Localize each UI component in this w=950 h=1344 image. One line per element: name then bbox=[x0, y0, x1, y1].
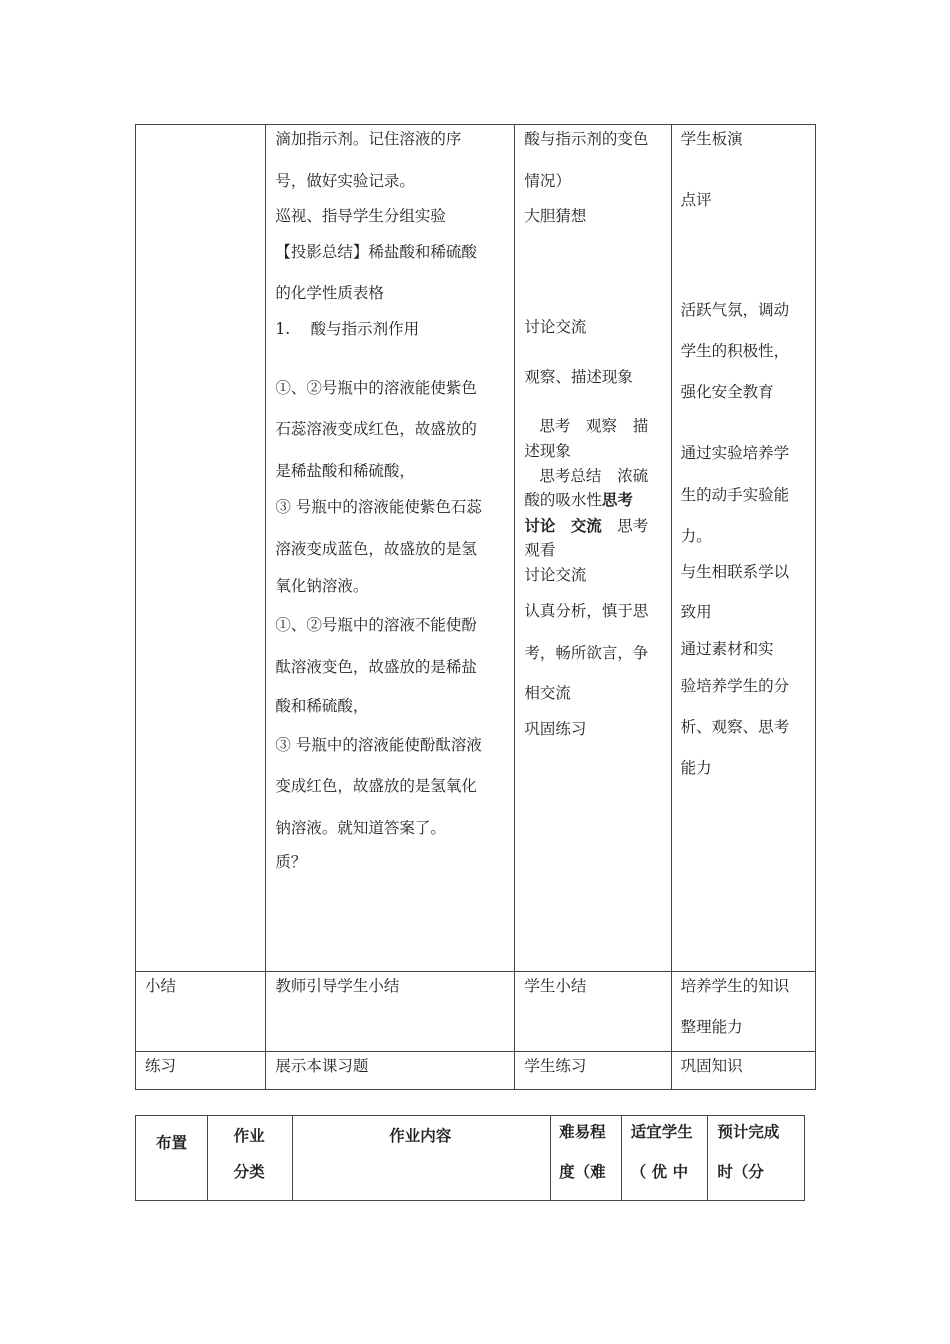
teacher-line: 酸和稀硫酸， bbox=[275, 697, 369, 715]
header-label: 作业 bbox=[233, 1126, 265, 1145]
student-line: 认真分析，慎于思 bbox=[524, 602, 649, 620]
stage-label: 练习 bbox=[145, 1057, 177, 1075]
homework-header-cell bbox=[207, 1116, 293, 1201]
teacher-line: 酞溶液变色，故盛放的是稀盐 bbox=[275, 658, 477, 676]
teacher-activity-cell bbox=[266, 125, 515, 972]
student-line: 述现象 bbox=[524, 442, 571, 460]
homework-header-cell bbox=[551, 1116, 622, 1201]
teacher-line: 的化学性质表格 bbox=[275, 284, 384, 302]
intent-line: 巩固知识 bbox=[680, 1057, 743, 1075]
student-line: 大胆猜想 bbox=[524, 207, 587, 225]
teacher-line: 溶液变成蓝色，故盛放的是氢 bbox=[275, 540, 477, 558]
student-activity-cell bbox=[515, 125, 671, 972]
student-line bbox=[539, 416, 648, 436]
table-row bbox=[136, 972, 816, 1052]
stage-label: 小结 bbox=[145, 977, 177, 995]
student-line: 情况） bbox=[524, 172, 571, 190]
teacher-line: 质？ bbox=[275, 853, 307, 871]
design-intent-cell bbox=[671, 1052, 815, 1090]
student-line: 观察、描述现象 bbox=[524, 368, 633, 386]
student-word: 思考 bbox=[617, 517, 649, 535]
student-line: 观看 bbox=[524, 541, 556, 559]
homework-header-cell bbox=[708, 1116, 805, 1201]
intent-line: 能力 bbox=[680, 759, 712, 777]
teacher-line: 钠溶液。就知道答案了。 bbox=[275, 819, 446, 837]
table-row bbox=[136, 1116, 805, 1201]
teacher-line: 石蕊溶液变成红色，故盛放的 bbox=[275, 420, 477, 438]
intent-line: 力。 bbox=[680, 527, 712, 545]
teacher-line: 巡视、指导学生分组实验 bbox=[275, 207, 446, 225]
intent-line: 验培养学生的分 bbox=[680, 677, 790, 695]
student-word-bold: 思考 bbox=[601, 490, 633, 509]
header-label: 难易程 bbox=[559, 1122, 606, 1141]
teacher-line: 1. 酸与指示剂作用 bbox=[275, 320, 420, 338]
header-label: 适宜学生 bbox=[630, 1122, 693, 1141]
header-label: 布置 bbox=[156, 1133, 188, 1152]
intent-line: 析、观察、思考 bbox=[680, 718, 790, 736]
homework-header-cell bbox=[621, 1116, 708, 1201]
student-line bbox=[539, 466, 648, 486]
teacher-line: ①、②号瓶中的溶液能使紫色 bbox=[275, 379, 477, 397]
homework-table bbox=[135, 1115, 805, 1201]
teacher-line: ③ 号瓶中的溶液能使酚酞溶液 bbox=[275, 736, 482, 754]
student-word: 思考 bbox=[539, 417, 571, 435]
intent-line: 培养学生的知识 bbox=[680, 977, 790, 995]
teacher-line: 变成红色，故盛放的是氢氧化 bbox=[275, 777, 477, 795]
student-line: 酸与指示剂的变色 bbox=[524, 130, 649, 148]
header-label: 时（分 bbox=[717, 1162, 764, 1181]
teacher-line: 教师引导学生小结 bbox=[275, 977, 400, 995]
teacher-line: 是稀盐酸和稀硫酸， bbox=[275, 462, 415, 480]
teacher-line: 滴加指示剂。记住溶液的序 bbox=[275, 130, 462, 148]
intent-line: 活跃气氛，调动 bbox=[680, 301, 790, 319]
header-label: 作业内容 bbox=[389, 1126, 452, 1145]
student-word: 酸的吸水性 bbox=[524, 491, 602, 509]
student-line bbox=[524, 516, 648, 536]
intent-line: 通过实验培养学 bbox=[680, 444, 790, 462]
stage-cell bbox=[136, 1052, 266, 1090]
header-label: （ 优 中 bbox=[630, 1162, 689, 1181]
student-line: 考，畅所欲言，争 bbox=[524, 644, 649, 662]
student-line bbox=[524, 490, 633, 510]
teacher-line: 【投影总结】稀盐酸和稀硫酸 bbox=[275, 243, 477, 261]
intent-line: 与生相联系学以 bbox=[680, 563, 790, 581]
teacher-activity-cell bbox=[266, 1052, 515, 1090]
lesson-plan-table bbox=[135, 124, 816, 1090]
student-line: 讨论交流 bbox=[524, 566, 587, 584]
student-line: 讨论交流 bbox=[524, 318, 587, 336]
intent-line: 点评 bbox=[680, 191, 712, 209]
homework-header-cell bbox=[293, 1116, 551, 1201]
teacher-activity-cell bbox=[266, 972, 515, 1052]
intent-line: 强化安全教育 bbox=[680, 383, 774, 401]
header-label: 度（难 bbox=[559, 1162, 606, 1181]
intent-line: 通过素材和实 bbox=[680, 640, 774, 658]
homework-header-cell bbox=[136, 1116, 208, 1201]
intent-line: 生的动手实验能 bbox=[680, 486, 790, 504]
stage-cell bbox=[136, 125, 266, 972]
intent-line: 学生板演 bbox=[680, 130, 743, 148]
student-line: 学生小结 bbox=[524, 977, 587, 995]
student-word: 描 bbox=[632, 417, 649, 435]
student-activity-cell bbox=[515, 972, 671, 1052]
student-word: 观察 bbox=[586, 417, 618, 435]
student-word-bold: 交流 bbox=[570, 516, 602, 535]
design-intent-cell bbox=[671, 972, 815, 1052]
teacher-line: 氧化钠溶液。 bbox=[275, 577, 369, 595]
design-intent-cell bbox=[671, 125, 815, 972]
student-word: 浓硫 bbox=[617, 467, 649, 485]
intent-line: 学生的积极性， bbox=[680, 342, 790, 360]
student-line: 巩固练习 bbox=[524, 720, 587, 738]
header-label: 分类 bbox=[233, 1162, 265, 1181]
teacher-line: ③ 号瓶中的溶液能使紫色石蕊 bbox=[275, 498, 482, 516]
table-row bbox=[136, 1052, 816, 1090]
table-row bbox=[136, 125, 816, 972]
student-activity-cell bbox=[515, 1052, 671, 1090]
teacher-line: ①、②号瓶中的溶液不能使酚 bbox=[275, 616, 477, 634]
student-line: 相交流 bbox=[524, 684, 571, 702]
student-word-bold: 讨论 bbox=[524, 516, 556, 535]
intent-line: 整理能力 bbox=[680, 1018, 743, 1036]
stage-cell bbox=[136, 972, 266, 1052]
student-word: 思考总结 bbox=[539, 467, 602, 485]
teacher-line: 号，做好实验记录。 bbox=[275, 172, 415, 190]
student-line: 学生练习 bbox=[524, 1057, 587, 1075]
teacher-line: 展示本课习题 bbox=[275, 1057, 369, 1075]
intent-line: 致用 bbox=[680, 603, 712, 621]
header-label: 预计完成 bbox=[717, 1122, 780, 1141]
